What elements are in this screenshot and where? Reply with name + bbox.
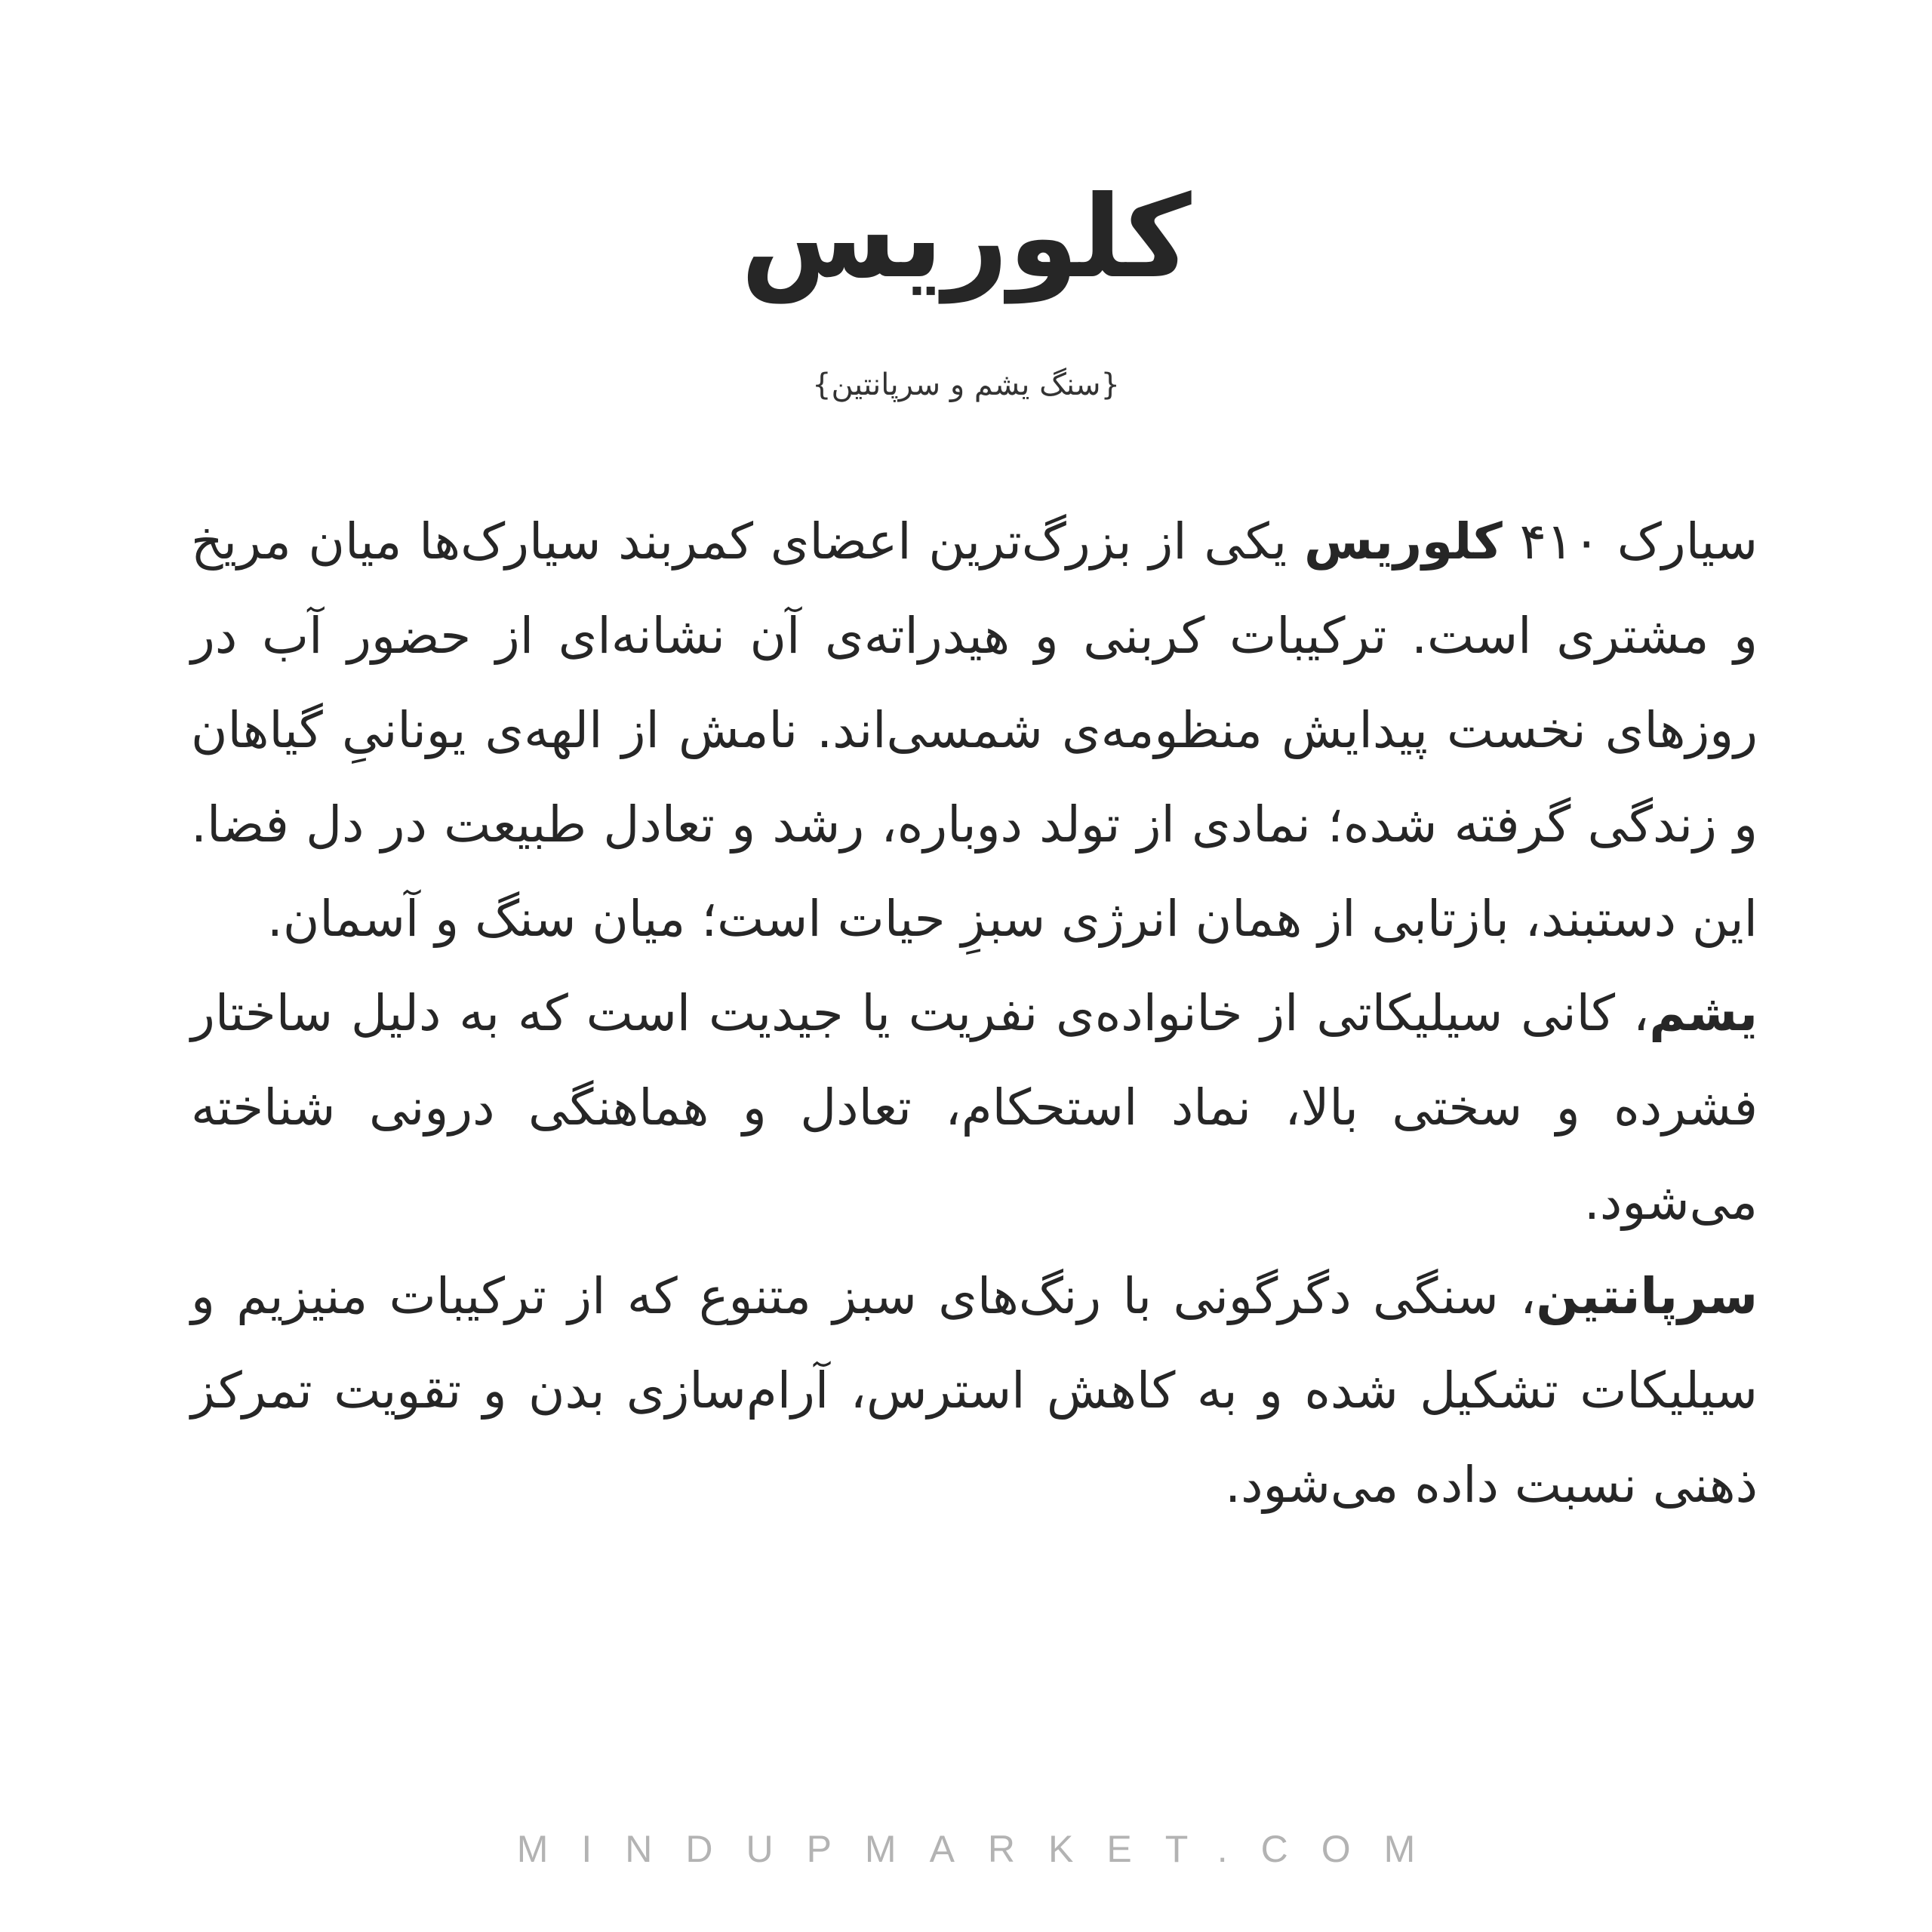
paragraph-serpentine [191,1249,1758,1532]
paragraph-text: یکی از بزرگ‌ترین اعضای کمربند سیارک‌ها میان مریخ و مشتری است. ترکیبات کربنی و هیدراته‌ی آن نشانه‌ای از حضور آب در روزهای نخست پیدایش منظومه‌ی شمسی‌اند. نامش از الهه‌ی یونانیِ گیاهان و زندگی گرفته شده؛ نمادی از تولد دوباره، رشد و تعادل طبیعت در دل فضا. این دستبند، بازتابی از همان انرژی سبزِ حیات است؛ میان سنگ و آسمان. [191,512,1758,948]
paragraph-jade [191,966,1758,1249]
paragraph-chloris [191,494,1758,966]
paragraph-keyword: سرپانتین [1536,1267,1758,1325]
paragraph-text: سیارک ۴۱۰ [1502,512,1758,571]
page-subtitle: {سنگ یشم و سرپانتین} [812,368,1120,402]
paragraph-text: ، کانی سیلیکاتی از خانواده‌ی نفریت یا جیدیت است که به دلیل ساختار فشرده و سختی بالا، نماد استحکام، تعادل و هماهنگی درونی شناخته می‌شود. [191,984,1758,1231]
page-title: کلوریس [740,172,1192,303]
body-text [191,494,1758,1532]
paragraph-text: ، سنگی دگرگونی با رنگ‌های سبز متنوع که از ترکیبات منیزیم و سیلیکات تشکیل شده و به کاهش استرس، آرام‌سازی بدن و تقویت تمرکز ذهنی نسبت داده می‌شود. [191,1267,1758,1514]
footer-website: MINDUPMARKET.COM [516,1828,1449,1870]
paragraph-keyword: کلوریس [1303,512,1503,571]
paragraph-keyword: یشم [1649,984,1758,1042]
